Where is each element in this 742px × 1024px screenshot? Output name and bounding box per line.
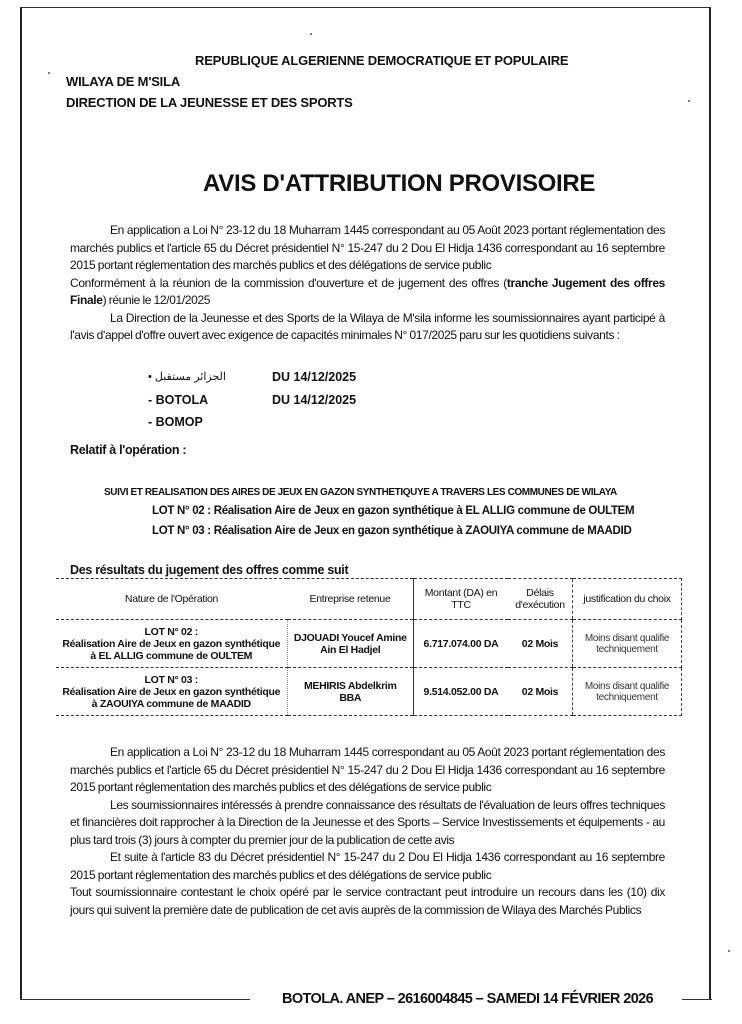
republic-heading: REPUBLIQUE ALGERIENNE DEMOCRATIQUE ET POPULAIRE xyxy=(195,53,569,68)
newspaper-name: الجزائر مستقبل • xyxy=(148,371,226,383)
closing-section xyxy=(70,744,665,919)
operation-title: SUIVI ET REALISATION DES AIRES DE JEUX EN GAZON SYNTHETIQUYE A TRAVERS LES COMMUNES DE WILAYA xyxy=(104,487,617,498)
table-row xyxy=(56,620,682,668)
operation-label: Relatif à l'opération : xyxy=(70,443,187,457)
closing-legal-paragraph: En application a Loi N° 23-12 du 18 Muharram 1445 correspondant au 05 Août 2023 portant réglementation des marchés publics et l'article 65 du Décret présidentiel N° 15-247 du 2 Dou El Hidja 1436 correspondant au 16 septembre 2015 portant réglementation des marchés publics et des délégations de service public xyxy=(70,745,665,794)
column-header-delais: Délais d'exécution xyxy=(508,579,573,620)
closing-article-paragraph: Et suite à l'article 83 du Décret présidentiel N° 15-247 du 2 Dou El Hidja 1436 correspondant au 16 septembre 2015 portant réglementation des marchés publics et des délégations de service public xyxy=(70,850,665,882)
column-header-justification: justification du choix xyxy=(573,579,682,620)
intro-inform-paragraph: La Direction de la Jeunesse et des Sports de la Wilaya de M'sila informe les soumissionnaires ayant participé à l'avis d'appel d'offre ouvert avec exigence de capacités minimales N° 017/2025 paru sur les quotidiens suivants : xyxy=(70,310,665,342)
newspaper-name: - BOMOP xyxy=(148,415,203,429)
column-header-nature: Nature de l'Opération xyxy=(56,579,287,620)
direction-heading: DIRECTION DE LA JEUNESSE ET DES SPORTS xyxy=(66,95,353,110)
wilaya-heading: WILAYA DE M'SILA xyxy=(66,74,181,89)
newspaper-date: DU 14/12/2025 xyxy=(272,393,357,407)
page-title: AVIS D'ATTRIBUTION PROVISOIRE xyxy=(203,170,596,197)
scan-speck xyxy=(310,33,312,35)
closing-evaluation-paragraph: Les soumissionnaires intéressés à prendre connaissance des résultats de l'évaluation de leurs offres techniques et financières doit rapprocher à la Direction de la Jeunesse et des Sports – Service Investissements et équipements - au plus tard trois (3) jours à compter du premier jour de la publication de cette avis xyxy=(70,797,665,847)
cell-entreprise: MEHIRIS Abdelkrim BBA xyxy=(287,668,414,716)
cell-delais: 02 Mois xyxy=(508,620,573,668)
scan-speck xyxy=(48,72,50,74)
cell-justification: Moins disant qualifie techniquement xyxy=(573,668,682,716)
closing-recourse-paragraph: Tout soumissionnaire contestant le choix opéré par le service contractant peut introduire un recours dans les (10) dix jours qui suivent la première date de publication de cet avis auprès de la commission de Wilaya des Marchés Publics xyxy=(70,885,665,917)
table-header-row xyxy=(56,579,682,620)
scan-speck xyxy=(728,950,730,952)
lot-02-description: LOT N° 02 : Réalisation Aire de Jeux en gazon synthétique à EL ALLIG commune de OULTEM xyxy=(152,505,635,517)
cell-delais: 02 Mois xyxy=(508,668,573,716)
column-header-montant: Montant (DA) en TTC xyxy=(414,579,509,620)
intro-section xyxy=(70,222,665,345)
cell-justification: Moins disant qualifie techniquement xyxy=(573,620,682,668)
intro-legal-paragraph: En application a Loi N° 23-12 du 18 Muharram 1445 correspondant au 05 Août 2023 portant réglementation des marchés publics et l'article 65 du Décret présidentiel N° 15-247 du 2 Dou El Hidja 1436 correspondant au 16 septembre 2015 portant réglementation des marchés publics et des délégations de service public xyxy=(70,223,665,272)
results-heading: Des résultats du jugement des offres comme suit xyxy=(70,563,349,577)
newspaper-date: DU 14/12/2025 xyxy=(272,370,357,384)
results-table xyxy=(56,578,682,716)
newspaper-name: - BOTOLA xyxy=(148,393,209,407)
page-border-bottom-right xyxy=(682,999,712,1000)
scan-speck xyxy=(688,100,690,102)
cell-montant: 6.717.074.00 DA xyxy=(414,620,509,668)
cell-entreprise: DJOUADI Youcef Amine Ain El Hadjel xyxy=(287,620,414,668)
intro-commission-paragraph: Conformément à la réunion de la commission d'ouverture et de jugement des offres (tranche Jugement des offres Finale) réunie le 12/01/2025 xyxy=(70,275,665,307)
cell-nature: LOT N° 03 : Réalisation Aire de Jeux en gazon synthétique à ZAOUIYA commune de MAADID xyxy=(56,668,287,716)
column-header-entreprise: Entreprise retenue xyxy=(287,579,414,620)
tranche-label: tranche Jugement des offres Finale xyxy=(70,275,665,307)
publication-footer: BOTOLA. ANEP – 2616004845 – SAMEDI 14 FÉVRIER 2026 xyxy=(276,991,659,1007)
lot-03-description: LOT N° 03 : Réalisation Aire de Jeux en gazon synthétique à ZAOUIYA commune de MAADID xyxy=(152,525,632,537)
cell-montant: 9.514.052.00 DA xyxy=(414,668,509,716)
table-row xyxy=(56,668,682,716)
cell-nature: LOT N° 02 : Réalisation Aire de Jeux en gazon synthétique à EL ALLIG commune de OULTEM xyxy=(56,620,287,668)
page-border-bottom-left xyxy=(20,999,250,1000)
